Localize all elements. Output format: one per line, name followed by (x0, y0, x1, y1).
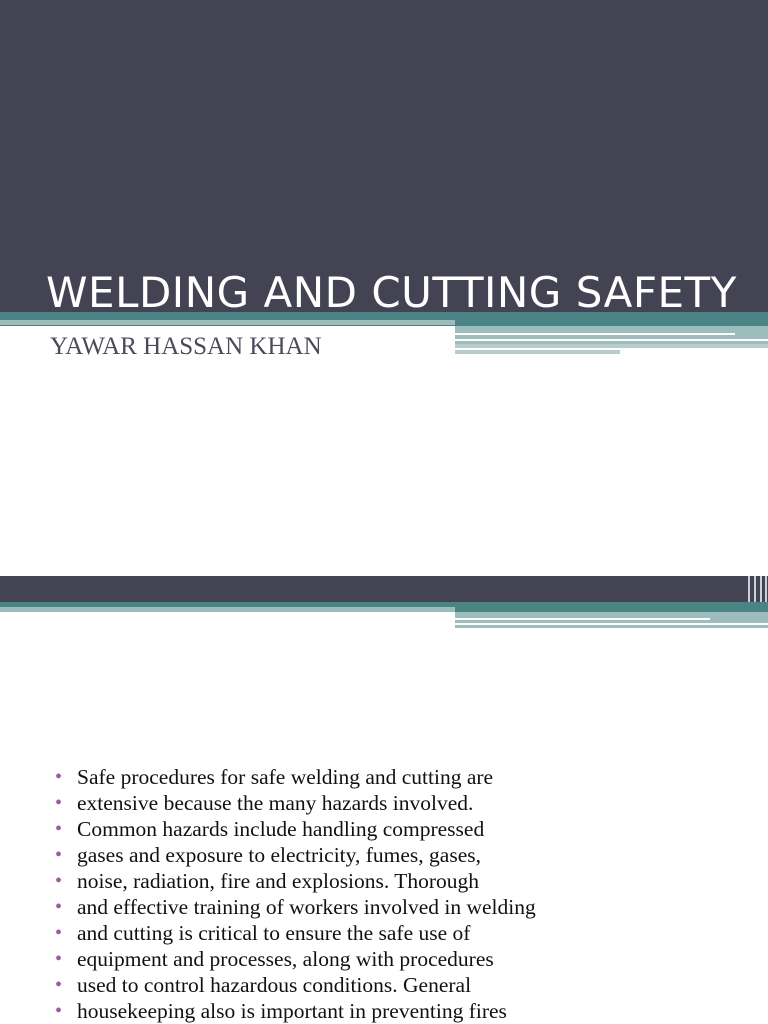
bullet-item: • and effective training of workers involved in welding (55, 894, 536, 920)
header-background (0, 576, 768, 602)
accent-stripe-line (455, 344, 768, 348)
content-slide (0, 576, 768, 1024)
bullet-item: • used to control hazardous conditions. General (55, 972, 536, 998)
header-edge-lines (746, 576, 768, 602)
accent-band-light (0, 320, 455, 325)
header-background (0, 0, 768, 312)
bullet-item: • gases and exposure to electricity, fumes, gases, (55, 842, 536, 868)
accent-stripe-block (455, 612, 768, 628)
bullet-item: • and cutting is critical to ensure the safe use of (55, 920, 536, 946)
bullet-item: • extensive because the many hazards involved. (55, 790, 536, 816)
bullet-item: • noise, radiation, fire and explosions. Thorough (55, 868, 536, 894)
accent-stripe-line (455, 339, 768, 341)
slide-title: WELDING AND CUTTING SAFETY (46, 268, 737, 317)
bullet-item: • Common hazards include handling compressed (55, 816, 536, 842)
bullet-item: • Safe procedures for safe welding and cutting are (55, 764, 536, 790)
accent-band-light (0, 607, 455, 612)
bullet-item: • housekeeping also is important in preventing fires (55, 998, 536, 1024)
accent-stripe-line (455, 623, 768, 625)
accent-stripe-line (455, 333, 735, 335)
bullet-item: • equipment and processes, along with procedures (55, 946, 536, 972)
slide-subtitle: YAWAR HASSAN KHAN (50, 333, 322, 360)
accent-stripe-block (455, 326, 768, 344)
accent-stripe-line (455, 350, 620, 354)
bullet-list (55, 764, 536, 1024)
accent-stripe-line (455, 618, 710, 620)
